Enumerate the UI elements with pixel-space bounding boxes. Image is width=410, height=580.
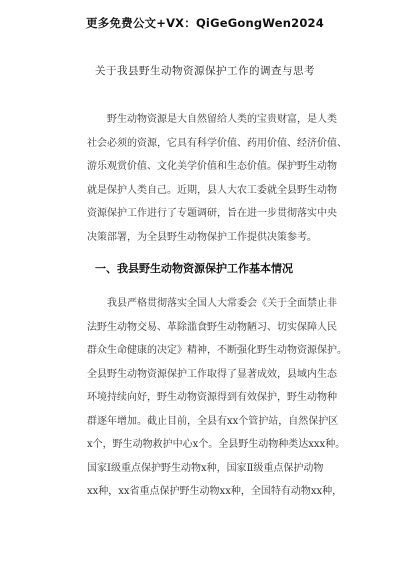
- body-line: x个，野生动物救护中心x个。全县野生动物种类达xxx种。: [87, 439, 346, 450]
- document-title: 关于我县野生动物资源保护工作的调查与思考: [95, 65, 315, 77]
- intro-line: 游乐观赏价值、文化美学价值和生态价值。保护野生动物: [87, 161, 337, 172]
- body-line: 法野生动物交易、革除滥食野生动物陋习、切实保障人民: [87, 321, 337, 333]
- body-line: 群众生命健康的决定》精神，不断强化野生动物资源保护。: [87, 345, 347, 356]
- body-line: 环境持续向好，野生动物资源得到有效保护，野生动物种: [87, 392, 337, 403]
- body-line: 国家Ⅰ级重点保护野生动物x种，国家Ⅱ级重点保护动物: [87, 462, 324, 474]
- section-paragraph: [87, 292, 347, 504]
- intro-paragraph: [87, 108, 347, 249]
- body-line: xx种，xx省重点保护野生动物xx种，全国特有动物xx种，: [87, 486, 343, 497]
- intro-line: 资源保护工作进行了专题调研，旨在进一步贯彻落实中央: [87, 208, 337, 219]
- intro-line: 决策部署，为全县野生动物保护工作提供决策参考。: [87, 231, 317, 243]
- section-heading: 一、我县野生动物资源保护工作基本情况: [95, 262, 293, 275]
- body-line: 群逐年增加。截止目前，全县有xx个管护站，自然保护区: [87, 415, 339, 427]
- intro-line: 就是保护人类自己。近期，县人大农工委就全县野生动物: [87, 184, 337, 196]
- intro-line: 野生动物资源是大自然留给人类的宝贵财富，是人类: [87, 114, 337, 125]
- promo-banner: 更多免费公文+VX：QiGeGongWen2024: [86, 16, 324, 30]
- body-line: 我县严格贯彻落实全国人大常委会《关于全面禁止非: [87, 298, 337, 309]
- body-line: 全县野生动物资源保护工作取得了显著成效，县域内生态: [87, 368, 337, 380]
- intro-line: 社会必须的资源，它具有科学价值、药用价值、经济价值、: [87, 137, 347, 149]
